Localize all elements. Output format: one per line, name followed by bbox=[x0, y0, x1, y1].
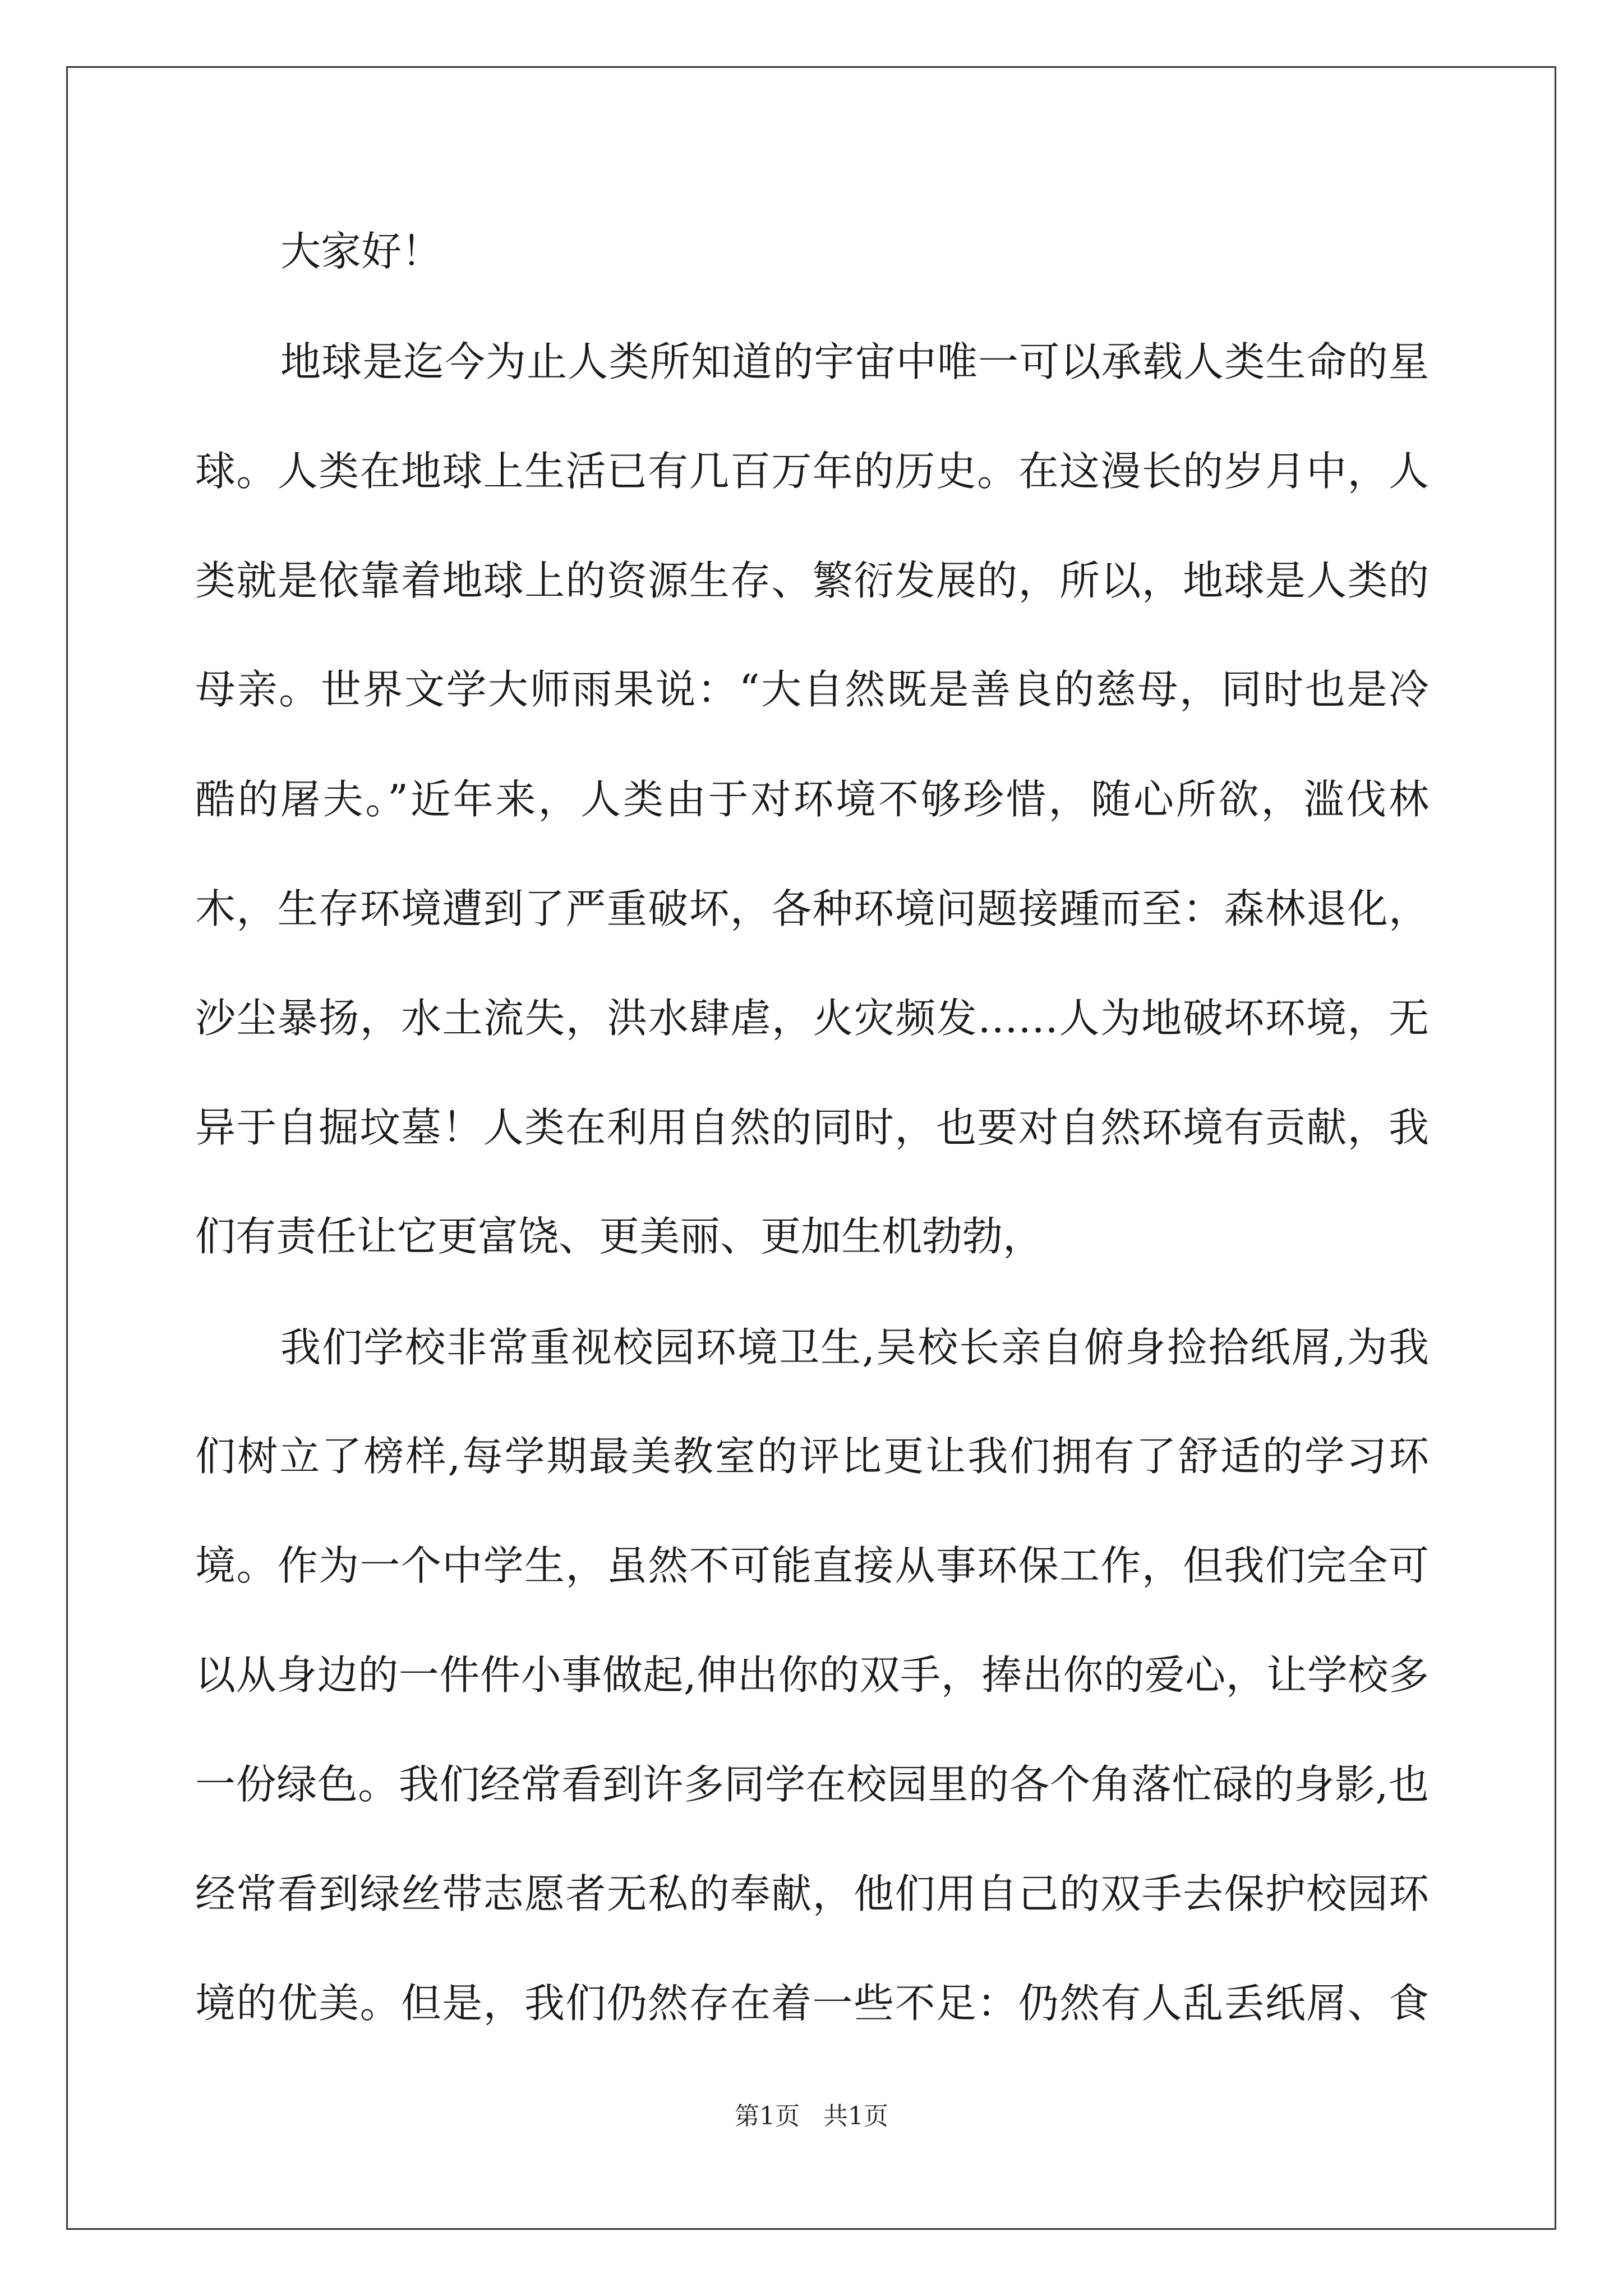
paragraph-2-line-2: 们树立了榜样,每学期最美教室的评比更让我们拥有了舒适的学习环 bbox=[195, 1433, 1429, 1480]
paragraph-2-line-7: 境的优美。但是，我们仍然存在着一些不足：仍然有人乱丢纸屑、食 bbox=[195, 1980, 1429, 2027]
paragraph-1-line-8: 异于自掘坟墓！人类在利用自然的同时，也要对自然环境有贡献，我 bbox=[195, 1104, 1429, 1151]
paragraph-1-line-5: 酷的屠夫。”近年来，人类由于对环境不够珍惜，随心所欲，滥伐林 bbox=[195, 776, 1429, 823]
paragraph-2-line-1: 我们学校非常重视校园环境卫生,吴校长亲自俯身捡拾纸屑,为我 bbox=[280, 1324, 1429, 1371]
paragraph-2-line-4: 以从身边的一件件小事做起,伸出你的双手，捧出你的爱心，让学校多 bbox=[195, 1651, 1429, 1699]
greeting-line: 大家好！ bbox=[280, 228, 442, 275]
paragraph-1-line-6: 木，生存环境遭到了严重破坏，各种环境问题接踵而至：森林退化， bbox=[195, 885, 1429, 932]
paragraph-1-line-4: 母亲。世界文学大师雨果说：“大自然既是善良的慈母，同时也是冷 bbox=[195, 666, 1429, 713]
paragraph-2-line-3: 境。作为一个中学生，虽然不可能直接从事环保工作，但我们完全可 bbox=[195, 1542, 1429, 1589]
paragraph-1-line-3: 类就是依靠着地球上的资源生存、繁衍发展的，所以，地球是人类的 bbox=[195, 557, 1429, 604]
paragraph-1-line-1: 地球是迄今为止人类所知道的宇宙中唯一可以承载人类生命的星 bbox=[280, 338, 1429, 385]
paragraph-1-line-9: 们有责任让它更富饶、更美丽、更加生机勃勃， bbox=[195, 1213, 1044, 1260]
paragraph-2-line-5: 一份绿色。我们经常看到许多同学在校园里的各个角落忙碌的身影,也 bbox=[195, 1761, 1429, 1808]
paragraph-1-line-2: 球。人类在地球上生活已有几百万年的历史。在这漫长的岁月中，人 bbox=[195, 448, 1429, 495]
paragraph-1-line-7: 沙尘暴扬，水土流失，洪水肆虐，火灾频发……人为地破坏环境，无 bbox=[195, 995, 1429, 1042]
page-number-footer: 第1页 共1页 bbox=[735, 2102, 888, 2131]
paragraph-2-line-6: 经常看到绿丝带志愿者无私的奉献，他们用自己的双手去保护校园环 bbox=[195, 1870, 1429, 1917]
